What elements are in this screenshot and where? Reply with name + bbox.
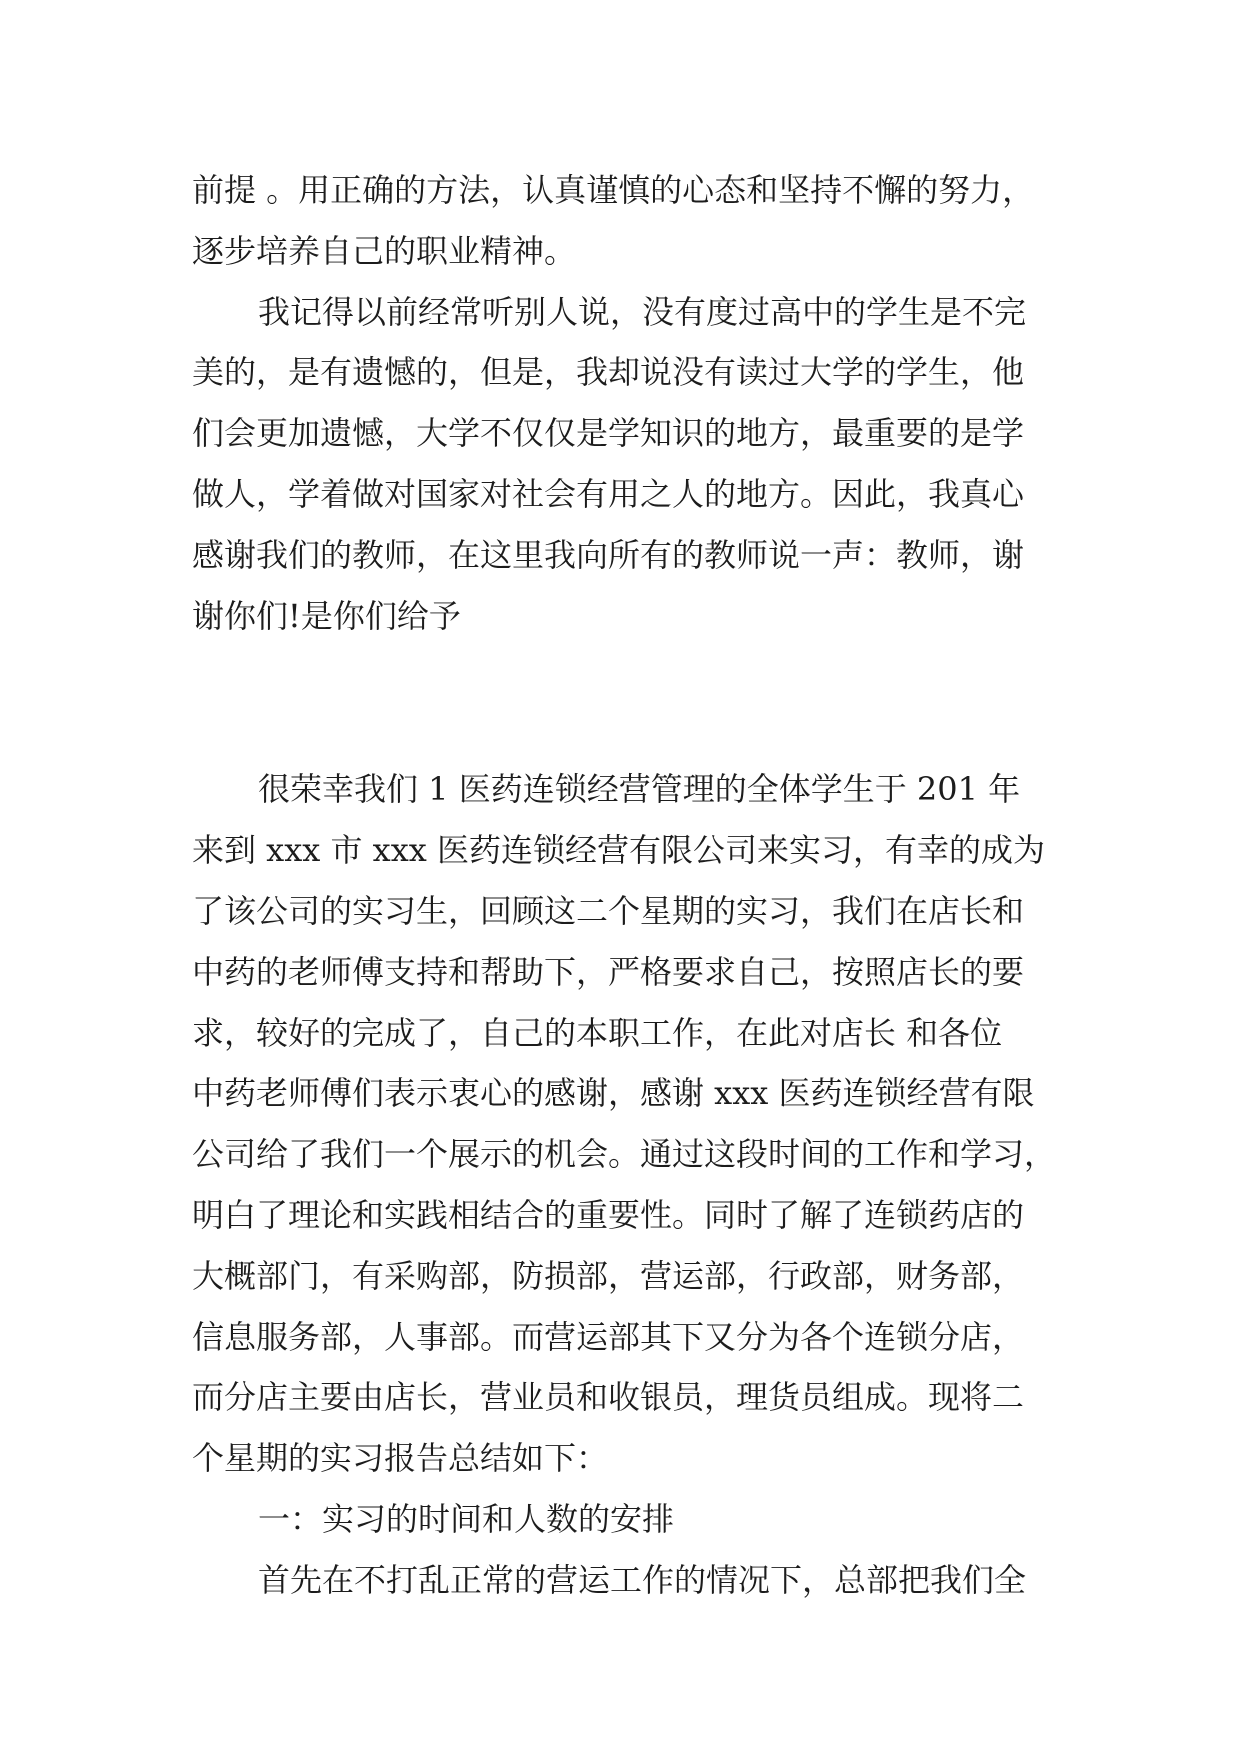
text-line: 大概部门，有采购部，防损部，营运部，行政部，财务部， xyxy=(192,1256,1025,1295)
text-line: 很荣幸我们 1 医药连锁经营管理的全体学生于 201 年 xyxy=(258,770,1021,809)
text-line: 美的，是有遗憾的，但是，我却说没有读过大学的学生，他 xyxy=(192,353,1025,392)
text-line: 而分店主要由店长，营业员和收银员，理货员组成。现将二 xyxy=(192,1378,1025,1417)
paragraph-gap xyxy=(192,646,1062,701)
text-line: 做人，学着做对国家对社会有用之人的地方。因此，我真心 xyxy=(192,474,1025,513)
text-line: 明白了理论和实践相结合的重要性。同时了解了连锁药店的 xyxy=(192,1195,1025,1234)
text-line: 感谢我们的教师，在这里我向所有的教师说一声：教师，谢 xyxy=(192,535,1025,574)
section-heading xyxy=(192,701,1062,759)
text-line: 前提 。用正确的方法，认真谨慎的心态和坚持不懈的努力， xyxy=(192,171,1035,209)
text-line: 们会更加遗憾，大学不仅仅是学知识的地方，最重要的是学 xyxy=(192,414,1025,453)
document-body xyxy=(192,160,1062,1611)
text-line: 信息服务部，人事部。而营运部其下又分为各个连锁分店， xyxy=(192,1317,1025,1356)
text-line: 中药的老师傅支持和帮助下，严格要求自己，按照店长的要 xyxy=(192,952,1025,991)
subheading-line: 一：实习的时间和人数的安排 xyxy=(258,1499,675,1538)
text-line: 公司给了我们一个展示的机会。通过这段时间的工作和学习， xyxy=(192,1135,1057,1174)
text-line: 首先在不打乱正常的营运工作的情况下，总部把我们全 xyxy=(258,1560,1027,1599)
text-line: 中药老师傅们表示衷心的感谢，感谢 xxx 医药连锁经营有限 xyxy=(192,1074,1035,1113)
text-line: 个星期的实习报告总结如下： xyxy=(192,1439,609,1478)
text-line: 了该公司的实习生，回顾这二个星期的实习，我们在店长和 xyxy=(192,891,1025,930)
text-line: 我记得以前经常听别人说，没有度过高中的学生是不完 xyxy=(258,292,1027,331)
text-line: 谢你们!是你们给予 xyxy=(192,596,461,635)
text-line: 逐步培养自己的职业精神。 xyxy=(192,231,577,270)
text-line: 求，较好的完成了，自己的本职工作，在此对店长 和各位 xyxy=(192,1013,1003,1052)
text-line: 来到 xxx 市 xxx 医药连锁经营有限公司来实习，有幸的成为 xyxy=(192,831,1045,870)
